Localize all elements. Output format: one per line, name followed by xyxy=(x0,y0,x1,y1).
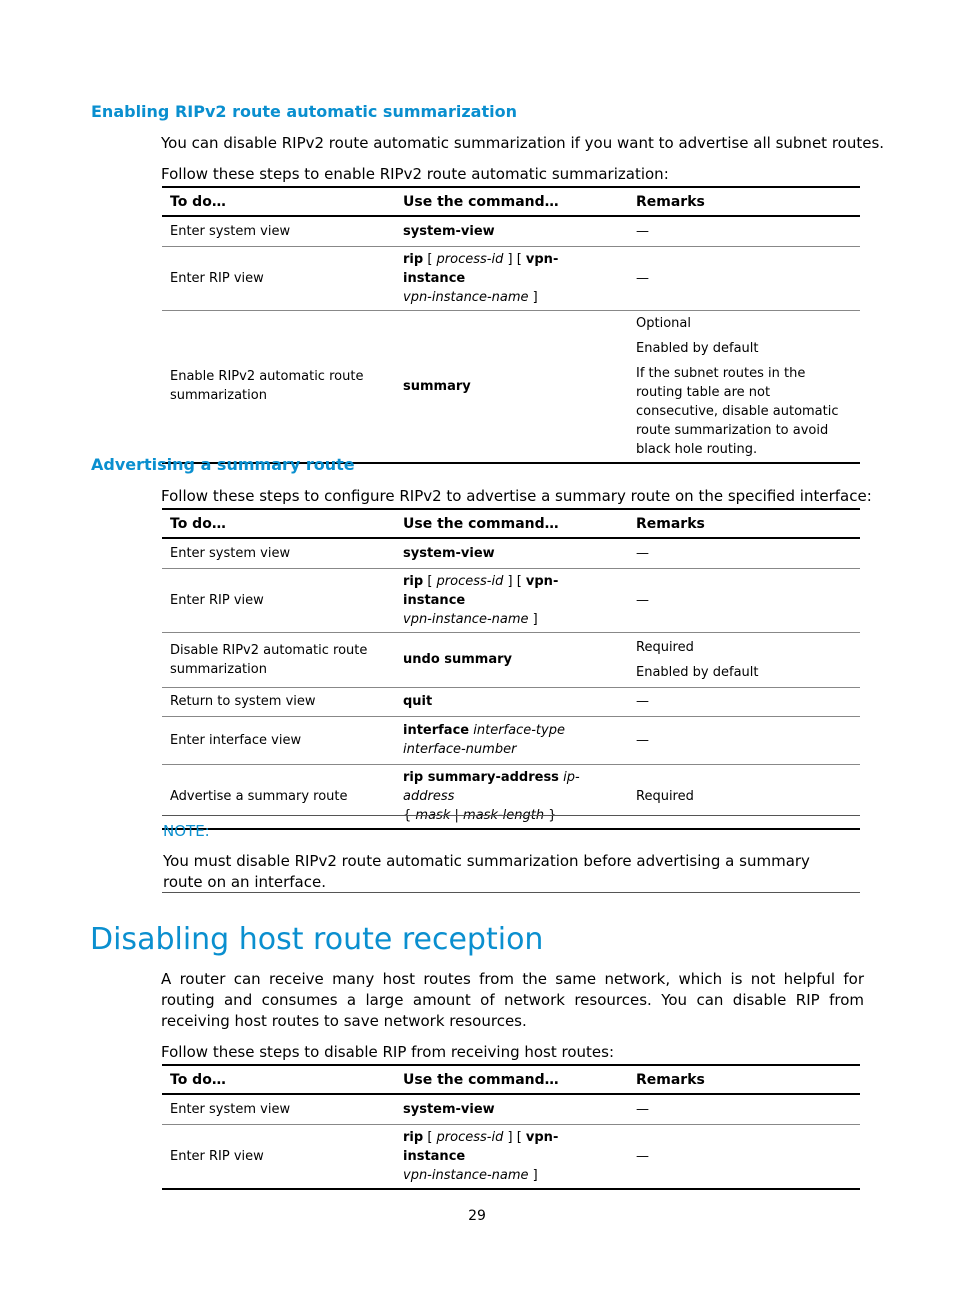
table-row xyxy=(162,216,860,246)
chapter-heading-host-route: Disabling host route reception xyxy=(90,922,544,957)
command-bracket: [ xyxy=(427,1129,433,1145)
command-keyword: rip xyxy=(403,573,424,589)
command-argument: vpn-instance-name xyxy=(403,611,529,627)
remark-line: Enabled by default xyxy=(636,664,759,680)
command-keyword: undo summary xyxy=(403,652,513,667)
note-text: You must disable RIPv2 route automatic summarization before advertising a summary route on an interface. xyxy=(163,852,810,891)
remark-cell: — xyxy=(628,1124,860,1189)
command-keyword: summary xyxy=(403,378,471,394)
steps-intro: Follow these steps to disable RIP from receiving host routes: xyxy=(161,1043,615,1061)
command-bracket: ] xyxy=(532,289,538,305)
command-keyword: rip summary-address xyxy=(403,769,559,785)
command-keyword: system-view xyxy=(403,1101,495,1117)
table-header-row xyxy=(162,187,860,216)
remark-cell: — xyxy=(628,568,860,632)
command-bracket: ] [ xyxy=(507,251,522,267)
column-header-command: Use the command… xyxy=(395,187,628,216)
remark-cell: — xyxy=(628,216,860,246)
table-row xyxy=(162,632,860,687)
page-number: 29 xyxy=(468,1208,486,1224)
command-cell xyxy=(395,246,628,310)
note-box xyxy=(162,815,860,893)
command-keyword: system-view xyxy=(403,223,495,239)
command-bracket: | xyxy=(454,807,459,823)
todo-cell: Advertise a summary route xyxy=(162,764,395,829)
table-row xyxy=(162,687,860,716)
remark-line: Required xyxy=(636,639,694,655)
command-keyword: system-view xyxy=(403,545,495,561)
command-table-summary-route xyxy=(162,508,860,830)
command-argument: interface-type xyxy=(473,723,565,738)
todo-cell: Enter RIP view xyxy=(162,1124,395,1189)
command-argument: vpn-instance-name xyxy=(403,1167,529,1183)
command-cell xyxy=(395,632,628,687)
table-row xyxy=(162,716,860,764)
command-argument: vpn-instance-name xyxy=(403,289,529,305)
command-argument: ip-address xyxy=(403,769,580,804)
todo-cell: Disable RIPv2 automatic route summarization xyxy=(162,632,395,687)
remark-cell xyxy=(628,632,860,687)
todo-cell: Enter system view xyxy=(162,538,395,568)
command-argument: process-id xyxy=(436,1129,504,1145)
command-argument: process-id xyxy=(436,251,504,267)
table-row xyxy=(162,1094,860,1124)
command-bracket: [ xyxy=(427,573,433,589)
command-bracket: [ xyxy=(427,251,433,267)
command-argument: mask xyxy=(415,807,451,823)
command-keyword: vpn-instance xyxy=(403,251,559,286)
command-keyword: rip xyxy=(403,1129,424,1145)
column-header-todo: To do… xyxy=(162,509,395,538)
command-keyword: vpn-instance xyxy=(403,1129,559,1164)
table-row xyxy=(162,538,860,568)
steps-intro: Follow these steps to configure RIPv2 to advertise a summary route on the specified interface: xyxy=(161,487,872,505)
command-argument: interface-number xyxy=(403,742,517,757)
section-intro: You can disable RIPv2 route automatic summarization if you want to advertise all subnet routes. xyxy=(161,134,885,152)
command-bracket: ] [ xyxy=(507,573,522,589)
command-cell xyxy=(395,310,628,463)
column-header-todo: To do… xyxy=(162,187,395,216)
command-cell xyxy=(395,687,628,716)
command-table-auto-summarization xyxy=(162,186,860,464)
column-header-remarks: Remarks xyxy=(628,509,860,538)
command-argument: mask-length xyxy=(463,807,545,823)
todo-cell: Return to system view xyxy=(162,687,395,716)
command-bracket: ] xyxy=(532,1167,538,1183)
remark-cell: — xyxy=(628,716,860,764)
column-header-command: Use the command… xyxy=(395,1065,628,1094)
section-intro: A router can receive many host routes from the same network, which is not helpful for routing and consumes a large amount of network resources. You can disable RIP from receiving host routes to save network resources. xyxy=(161,970,864,1030)
command-argument: process-id xyxy=(436,573,504,589)
table-header-row xyxy=(162,509,860,538)
section-heading-summary-route: Advertising a summary route xyxy=(91,455,355,474)
todo-cell: Enter RIP view xyxy=(162,246,395,310)
command-bracket: } xyxy=(548,807,557,823)
todo-cell: Enter system view xyxy=(162,1094,395,1124)
remark-cell: Required xyxy=(628,764,860,829)
table-row xyxy=(162,246,860,310)
table-row xyxy=(162,1124,860,1189)
remark-line: Optional xyxy=(636,315,691,331)
command-bracket: ] xyxy=(532,611,538,627)
remark-cell: — xyxy=(628,246,860,310)
command-cell xyxy=(395,568,628,632)
remark-cell: — xyxy=(628,1094,860,1124)
todo-cell: Enter RIP view xyxy=(162,568,395,632)
command-bracket: { xyxy=(403,807,412,823)
table-header-row xyxy=(162,1065,860,1094)
command-keyword: interface xyxy=(403,723,470,738)
column-header-todo: To do… xyxy=(162,1065,395,1094)
command-cell xyxy=(395,1094,628,1124)
command-keyword: rip xyxy=(403,251,424,267)
column-header-remarks: Remarks xyxy=(628,187,860,216)
remark-cell xyxy=(628,310,860,463)
table-row xyxy=(162,310,860,463)
todo-cell: Enter system view xyxy=(162,216,395,246)
table-row xyxy=(162,568,860,632)
command-cell xyxy=(395,216,628,246)
command-cell xyxy=(395,1124,628,1189)
command-cell xyxy=(395,538,628,568)
note-label: NOTE: xyxy=(163,822,210,840)
command-keyword: quit xyxy=(403,694,433,709)
column-header-command: Use the command… xyxy=(395,509,628,538)
command-keyword: vpn-instance xyxy=(403,573,559,608)
remark-cell: — xyxy=(628,538,860,568)
column-header-remarks: Remarks xyxy=(628,1065,860,1094)
todo-cell: Enter interface view xyxy=(162,716,395,764)
remark-cell: — xyxy=(628,687,860,716)
command-bracket: ] [ xyxy=(507,1129,522,1145)
remark-line: If the subnet routes in the routing table are not consecutive, disable automatic route summarization to avoid black hole routing. xyxy=(636,365,839,457)
command-cell xyxy=(395,716,628,764)
remark-line: Enabled by default xyxy=(636,340,759,356)
section-heading-auto-summarization: Enabling RIPv2 route automatic summarization xyxy=(91,102,517,121)
todo-cell: Enable RIPv2 automatic route summarization xyxy=(162,310,395,463)
steps-intro: Follow these steps to enable RIPv2 route automatic summarization: xyxy=(161,165,669,183)
command-table-host-route xyxy=(162,1064,860,1190)
